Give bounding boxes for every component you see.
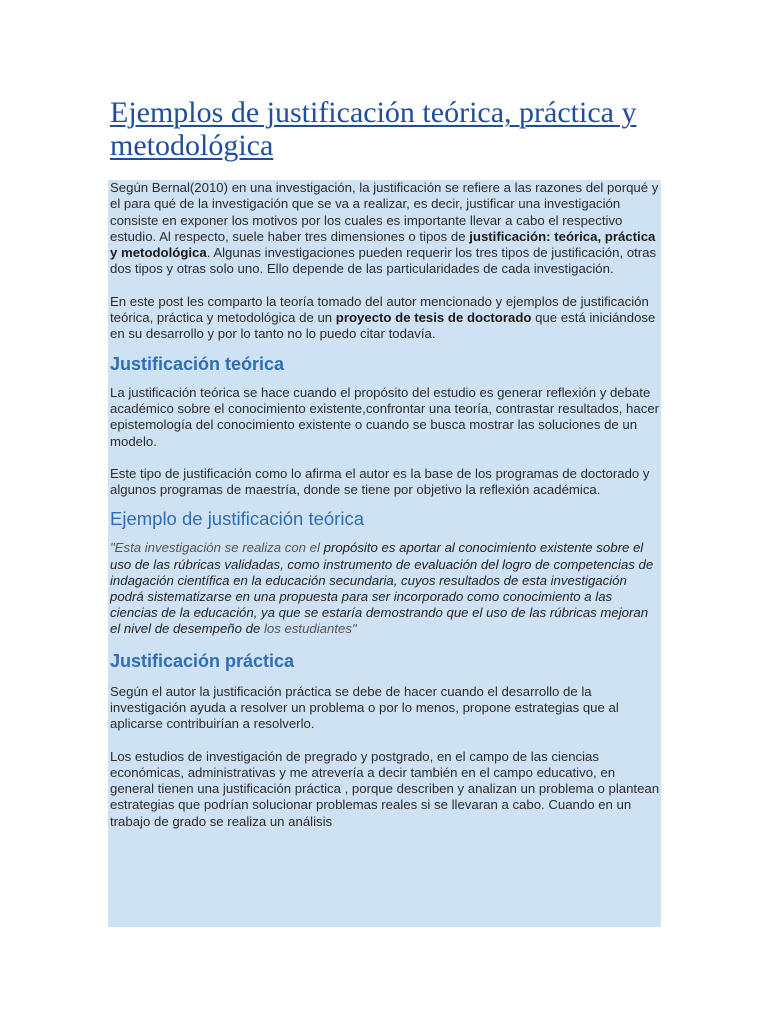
quote-text-c: los estudiantes" xyxy=(263,621,357,637)
quote-text-b: propósito es aportar al conocimiento existente sobre el uso de las rúbricas validadas, como instrumento de evaluación del logro de competencias de indagación científica en la educación secundaria, cuyos resultados de esta investigación podrá sistematizarse en una propuesta para ser incorporado como conocimiento a las ciencias de la educación, ya que se estaría demostrando que el uso de las rúbricas mejoran el nivel de desempeño de xyxy=(110,540,654,637)
intro2-text-b: que está iniciándose en su desarrollo y por lo tanto no lo puedo citar todavía. xyxy=(110,310,656,342)
content-panel xyxy=(108,180,661,927)
intro-bold-types: justificación: teórica, práctica y metodológica xyxy=(110,228,656,261)
intro-paragraph-2 xyxy=(110,294,661,343)
intro-text-a: Según Bernal(2010) en una investigación, la justificación se refiere a las razones del porqué y el para qué de la investigación que se va a realizar, es decir, justificar una investigación consiste en exponer los motivos por los cuales es importante llevar a cabo el respectivo estudio. Al respecto, suele haber tres dimensiones o tipos de xyxy=(110,180,659,244)
intro2-text-a: En este post les comparto la teoría tomado del autor mencionado y ejemplos de justificación teórica, práctica y metodológica de un xyxy=(110,293,649,326)
practica-paragraph-1: Según el autor la justificación práctica se debe de hacer cuando el desarrollo de la investigación ayuda a resolver un problema o por lo menos, propone estrategias que al aplicarse contribuirían a resolverlo. xyxy=(110,683,619,732)
heading-justificacion-practica: Justificación práctica xyxy=(110,650,295,671)
heading-justificacion-teorica: Justificación teórica xyxy=(110,353,285,374)
page-title: Ejemplos de justificación teórica, práctica y metodológica xyxy=(110,96,637,162)
intro-paragraph-1 xyxy=(110,180,661,278)
practica-paragraph-2: Los estudios de investigación de pregrado y postgrado, en el campo de las ciencias económicas, administrativas y me atrevería a decir también en el campo educativo, en general tienen una justificación práctica , porque describen y analizan un problema o plantean estrategias que podrían solucionar problemas reales si se llevaran a cabo. Cuando en un trabajo de grado se realiza un análisis xyxy=(110,748,660,829)
teorica-paragraph-1: La justificación teórica se hace cuando el propósito del estudio es generar reflexión y debate académico sobre el conocimiento existente,confrontar una teoría, contrastar resultados, hacer epistemología del conocimiento existente o cuando se busca mostrar las soluciones de un modelo. xyxy=(110,384,660,449)
quote-text-a: "Esta investigación se realiza con el xyxy=(110,540,324,556)
heading-ejemplo-teorica: Ejemplo de justificación teórica xyxy=(110,508,364,530)
intro-text-b: . Algunas investigaciones pueden requerir los tres tipos de justificación, otras dos tipos y otras solo uno. Ello depende de las particularidades de cada investigación. xyxy=(110,245,657,277)
teorica-paragraph-2: Este tipo de justificación como lo afirma el autor es la base de los programas de doctorado y algunos programas de maestría, donde se tiene por objetivo la reflexión académica. xyxy=(110,465,650,498)
ejemplo-teorica-quote xyxy=(110,540,661,637)
intro2-bold-project: proyecto de tesis de doctorado xyxy=(335,310,532,326)
